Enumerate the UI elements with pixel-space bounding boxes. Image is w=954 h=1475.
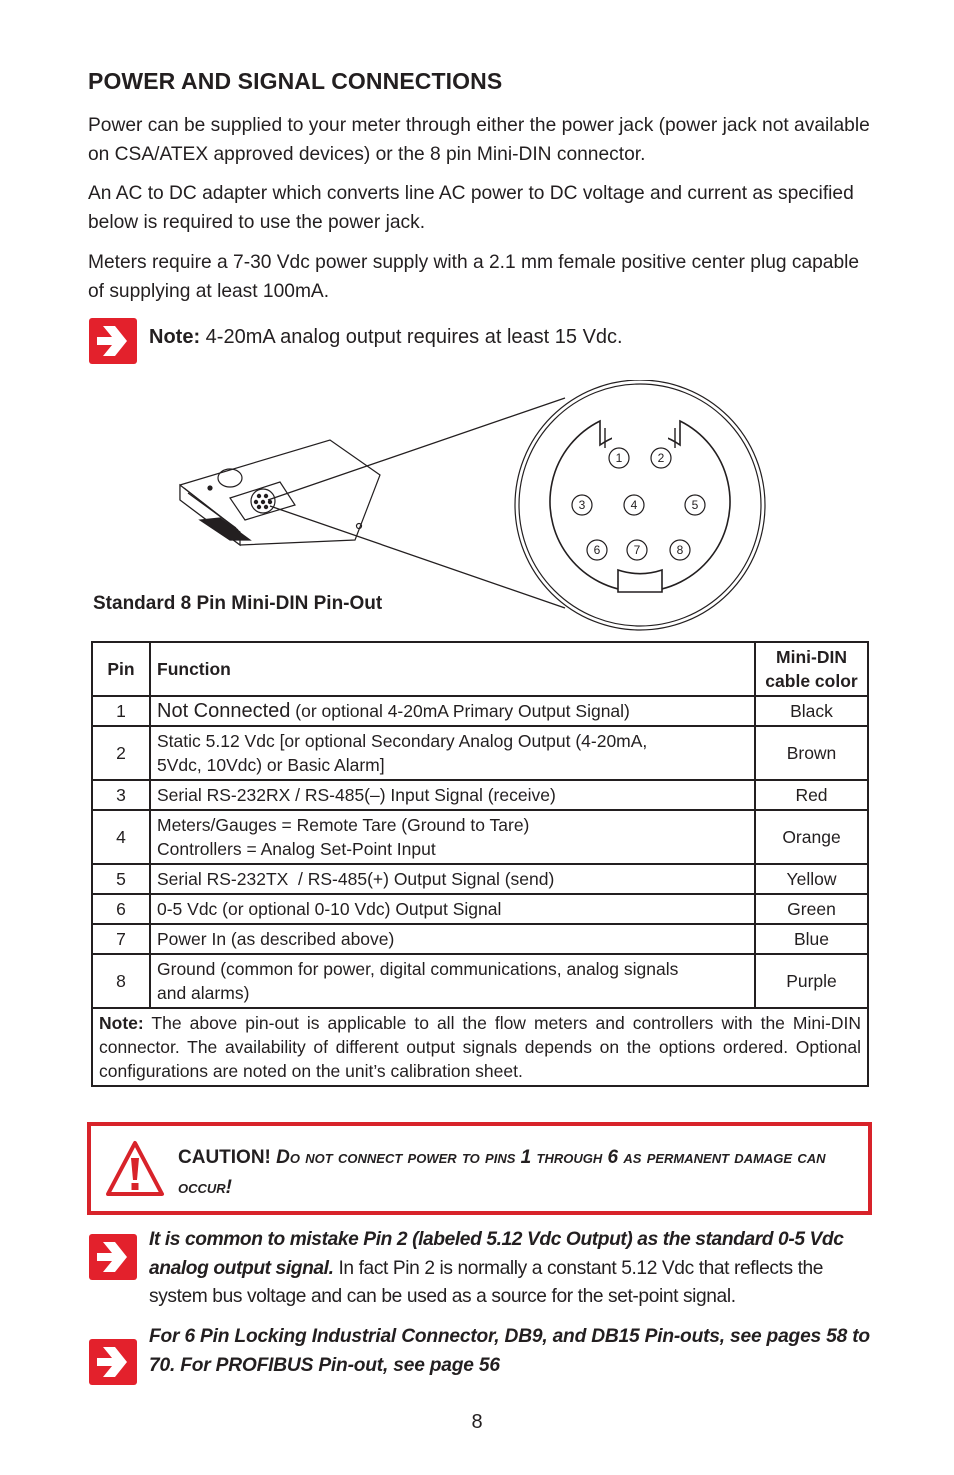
cell-function: Power In (as described above) <box>150 924 755 954</box>
table-row <box>92 864 868 894</box>
cell-pin: 3 <box>92 780 150 810</box>
pin-label: 4 <box>630 498 638 512</box>
figure-caption: Standard 8 Pin Mini-DIN Pin-Out <box>93 593 383 614</box>
cell-pin: 5 <box>92 864 150 894</box>
cell-color: Black <box>755 696 868 726</box>
arrow-right-icon <box>89 1234 137 1280</box>
cell-pin: 7 <box>92 924 150 954</box>
table-row <box>92 954 868 1008</box>
cell-pin: 4 <box>92 810 150 864</box>
paragraph-adapter: An AC to DC adapter which converts line AC power to DC voltage and current as specified below is required to use the power jack. <box>88 183 854 233</box>
cell-pin: 2 <box>92 726 150 780</box>
cell-function: Serial RS-232TX / RS-485(+) Output Signal (send) <box>150 864 755 894</box>
header-color-line1: Mini-DIN <box>776 647 847 667</box>
table-header-row <box>92 642 868 696</box>
cell-pin: 8 <box>92 954 150 1008</box>
note-text: 4-20mA analog output requires at least 15 Vdc. <box>200 326 623 348</box>
cell-function-line2: and alarms) <box>157 983 250 1003</box>
note-label: Note: <box>149 326 201 348</box>
caution-text <box>178 1143 858 1203</box>
paragraph-power-source: Power can be supplied to your meter through either the power jack (power jack not available on CSA/ATEX approved devices) or the 8 pin Mini-DIN connector. <box>88 115 870 165</box>
cell-function-line2: 5Vdc, 10Vdc) or Basic Alarm] <box>157 755 385 775</box>
cell-function-line2: Controllers = Analog Set-Point Input <box>157 839 436 859</box>
caution-label: CAUTION! <box>178 1147 271 1168</box>
table-note-row <box>92 1008 868 1086</box>
warning-triangle-icon <box>105 1140 165 1198</box>
cell-color: Purple <box>755 954 868 1008</box>
caution-message: Do not connect power to pins 1 through 6 as permanent damage can occur! <box>178 1147 826 1198</box>
header-function: Function <box>150 642 755 696</box>
table-note-text: The above pin-out is applicable to all the flow meters and controllers with the Mini-DIN connector. The availability of different output signals depends on the options ordered. Optional configurations are noted on the unit’s calibration sheet. <box>99 1013 861 1081</box>
cell-color: Blue <box>755 924 868 954</box>
page-title: POWER AND SIGNAL CONNECTIONS <box>88 68 503 94</box>
tip-pin2-rest: In fact Pin 2 is normally a constant 5.12 Vdc that reflects the system bus voltage and can be used as a source for the set-point signal. <box>149 1257 824 1307</box>
cell-pin: 1 <box>92 696 150 726</box>
meter-drawing <box>180 398 565 608</box>
cell-color: Yellow <box>755 864 868 894</box>
cell-color: Orange <box>755 810 868 864</box>
pin-label: 3 <box>578 498 586 512</box>
cell-function-line1: Ground (common for power, digital communications, analog signals <box>157 959 679 979</box>
header-color-line2: cable color <box>765 671 858 691</box>
cell-color: Red <box>755 780 868 810</box>
table-note-label: Note: <box>99 1013 144 1033</box>
tip-pin2 <box>149 1226 879 1312</box>
note-analog-output <box>149 323 623 351</box>
pin-label: 6 <box>593 543 601 557</box>
cell-function <box>150 810 755 864</box>
cell-function <box>150 954 755 1008</box>
cell-function-main: Not Connected <box>157 700 291 722</box>
cell-function: Serial RS-232RX / RS-485(–) Input Signal (receive) <box>150 780 755 810</box>
table-row <box>92 780 868 810</box>
header-cable-color <box>755 642 868 696</box>
cell-pin: 6 <box>92 894 150 924</box>
pin-label: 1 <box>615 451 623 465</box>
cell-color: Brown <box>755 726 868 780</box>
cell-function-line1: Meters/Gauges = Remote Tare (Ground to Tare) <box>157 815 530 835</box>
pinout-table <box>91 641 869 1087</box>
cell-color: Green <box>755 894 868 924</box>
table-row <box>92 810 868 864</box>
cell-function <box>150 696 755 726</box>
cell-function: 0-5 Vdc (or optional 0-10 Vdc) Output Signal <box>150 894 755 924</box>
table-row <box>92 696 868 726</box>
table-note <box>92 1008 868 1086</box>
tip-pin2-bold: It is common to mistake Pin 2 (labeled 5.12 Vdc Output) as the standard 0-5 Vdc analog output signal. <box>149 1229 844 1279</box>
cell-function-rest: (or optional 4-20mA Primary Output Signal) <box>290 701 630 721</box>
table-row <box>92 894 868 924</box>
page-number: 8 <box>471 1411 483 1433</box>
table-row <box>92 726 868 780</box>
arrow-right-icon <box>89 1339 137 1385</box>
cell-function <box>150 726 755 780</box>
header-pin: Pin <box>92 642 150 696</box>
pin-label: 5 <box>691 498 699 512</box>
table-row <box>92 924 868 954</box>
pin-label: 7 <box>633 543 641 557</box>
arrow-right-icon <box>89 318 137 364</box>
tip-other-pinouts: For 6 Pin Locking Industrial Connector, DB9, and DB15 Pin-outs, see pages 58 to 70. For PROFIBUS Pin-out, see page 56 <box>149 1326 870 1376</box>
cell-function-line1: Static 5.12 Vdc [or optional Secondary Analog Output (4-20mA, <box>157 731 648 751</box>
pin-label: 2 <box>657 451 665 465</box>
paragraph-requirements: Meters require a 7-30 Vdc power supply with a 2.1 mm female positive center plug capable of supplying at least 100mA. <box>88 252 860 302</box>
pin-label: 8 <box>676 543 684 557</box>
caution-box <box>87 1122 872 1215</box>
